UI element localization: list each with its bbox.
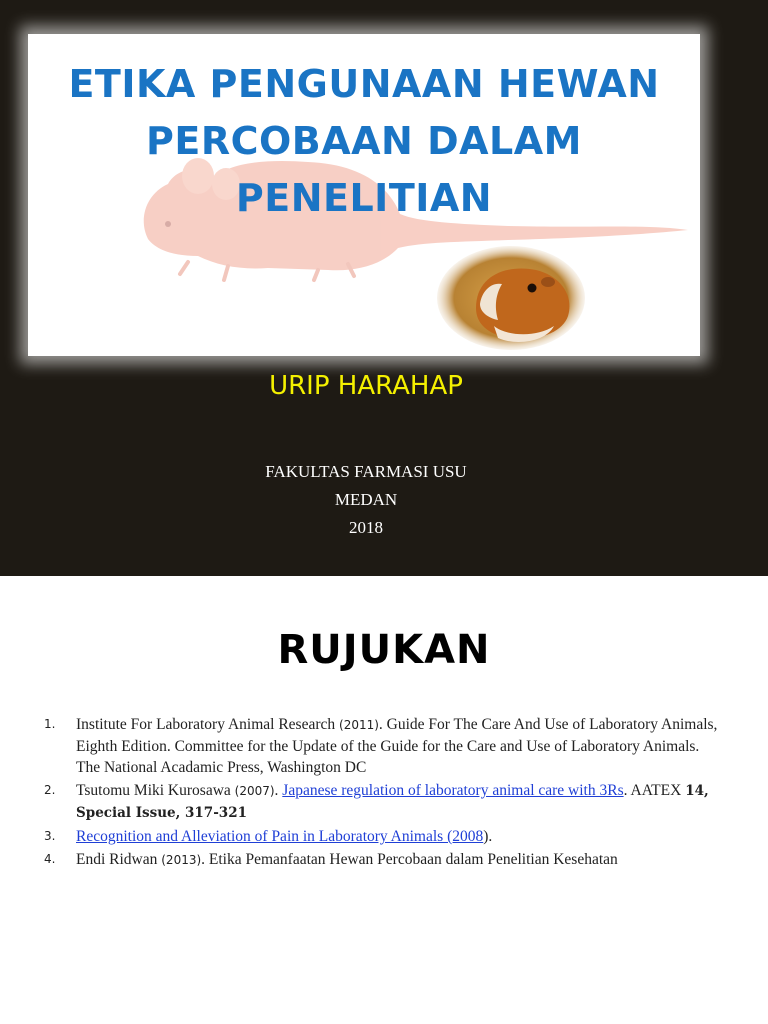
- reference-link[interactable]: Recognition and Alleviation of Pain in Laboratory Animals (2008: [76, 828, 484, 845]
- institution-block: [0, 458, 732, 542]
- list-item: [40, 780, 720, 824]
- reference-text: .: [274, 782, 283, 799]
- reference-text: . Guide For The Care And Use of Laboratory Animals, Eighth Edition. Committee for the Update of the Guide for the Care and Use of Laboratory Animals. The National Acadamic Press, Washington DC: [76, 716, 718, 776]
- reference-text: . AATEX: [623, 782, 686, 799]
- title-line: PERCOBAAN DALAM: [146, 119, 582, 163]
- reference-text: . Etika Pemanfaatan Hewan Percobaan dalam Penelitian Kesehatan: [201, 851, 618, 868]
- references-heading: RUJUKAN: [277, 627, 491, 673]
- references-list: [40, 714, 720, 873]
- reference-number: 1.: [44, 717, 56, 731]
- title-line: PENELITIAN: [235, 176, 493, 220]
- year-label: 2018: [349, 518, 383, 537]
- reference-link[interactable]: Japanese regulation of laboratory animal care with 3Rs: [282, 782, 624, 799]
- reference-year: (2013): [161, 853, 202, 867]
- reference-text: Endi Ridwan: [76, 851, 162, 868]
- list-item: [40, 849, 720, 871]
- reference-text: Tsutomu Miki Kurosawa: [76, 782, 235, 799]
- reference-year: (2007): [234, 784, 275, 798]
- title-banner: [28, 34, 700, 356]
- reference-volume: 14, Special Issue, 317-321: [76, 783, 709, 821]
- reference-number: 3.: [44, 829, 56, 843]
- faculty-name: FAKULTAS FARMASI USU: [265, 462, 467, 481]
- city-name: MEDAN: [334, 490, 398, 509]
- reference-text: Institute For Laboratory Animal Research: [76, 716, 340, 733]
- reference-number: 4.: [44, 852, 56, 866]
- reference-year: (2011): [339, 718, 379, 732]
- reference-number: 2.: [44, 783, 56, 797]
- list-item: [40, 714, 720, 778]
- references-slide: [0, 576, 768, 1024]
- reference-text: ).: [483, 828, 493, 845]
- title-line: ETIKA PENGUNAAN HEWAN: [68, 62, 660, 106]
- guinea-pig-photo: [436, 246, 586, 350]
- author-name: URIP HARAHAP: [269, 371, 463, 401]
- slide-title: [28, 56, 700, 227]
- list-item: [40, 826, 720, 847]
